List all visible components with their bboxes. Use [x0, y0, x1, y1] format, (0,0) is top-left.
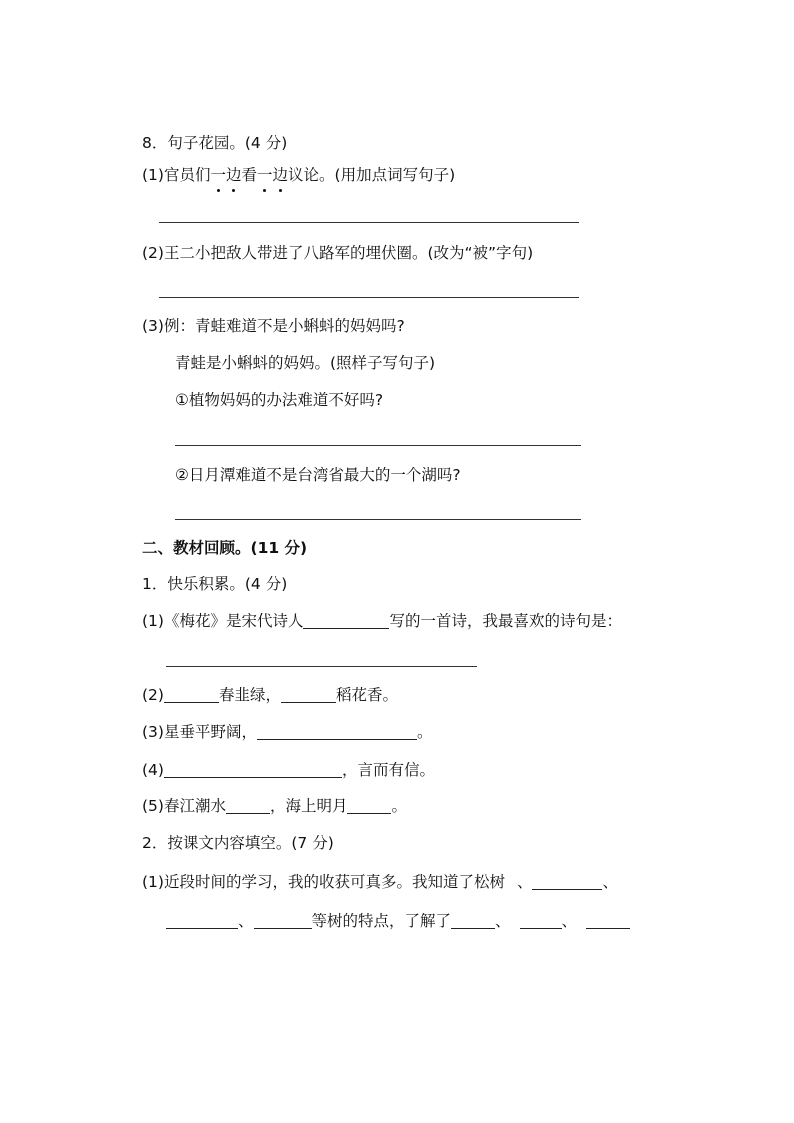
blank[interactable]: [254, 912, 312, 929]
q1-l4: [142, 760, 435, 780]
blank[interactable]: [226, 797, 270, 814]
q8-s1-suffix: 议论。(用加点词写句子): [288, 166, 456, 184]
answer-line[interactable]: [159, 222, 579, 223]
q1-title: 1．快乐积累。(4 分): [142, 575, 288, 593]
answer-line[interactable]: [159, 297, 579, 298]
answer-line[interactable]: [175, 519, 581, 520]
q2-l1-text-a: (1)近段时间的学习，我的收获可真多。我知道了松树: [142, 873, 505, 891]
q2-l1-sep: 、: [602, 873, 618, 891]
q1-l5-text-b: ，海上明月: [269, 797, 348, 815]
q1-l4-text-b: ，言而有信。: [341, 761, 435, 779]
q1-l5-text-c: 。: [391, 797, 407, 815]
blank[interactable]: [347, 797, 391, 814]
blank[interactable]: [166, 912, 238, 929]
q8-s1-mid: 看: [241, 166, 258, 184]
section2-title: 二、教材回顾。(11 分): [142, 539, 308, 557]
q1-l2: [142, 685, 398, 705]
q1-l2-text-a: (2): [142, 686, 164, 704]
q2-l1-sep: 、: [516, 873, 533, 891]
dotted-char: 边: [225, 166, 242, 184]
blank[interactable]: [281, 686, 336, 703]
q8-s2: (2)王二小把敌人带进了八路军的埋伏圈。(改为“被”字句): [142, 244, 534, 262]
q2-l2-text: 等树的特点，了解了: [311, 912, 452, 930]
q2-l2-sep: 、: [238, 912, 254, 930]
blank[interactable]: [586, 912, 630, 929]
q8-s1: [142, 165, 455, 185]
blank[interactable]: [451, 912, 495, 929]
q1-l5: [142, 796, 407, 816]
blank[interactable]: [164, 686, 219, 703]
answer-line[interactable]: [175, 445, 581, 446]
dotted-char: 边: [272, 166, 289, 184]
q2-l2-sep: 、: [495, 912, 511, 930]
q1-l2-text-b: 春韭绿，: [218, 686, 281, 704]
q8-s3-model: 青蛙是小蝌蚪的妈妈。(照样子写句子): [175, 354, 436, 372]
q8-s3-a: ①植物妈妈的办法难道不好吗?: [175, 391, 384, 409]
q2-title: 2．按课文内容填空。(7 分): [142, 834, 334, 852]
answer-line[interactable]: [166, 666, 477, 667]
q1-l3-text-a: (3)星垂平野阔，: [142, 723, 257, 741]
q1-l1-text-b: 写的一首诗，我最喜欢的诗句是：: [389, 612, 622, 630]
q1-l1-text-a: (1)《梅花》是宋代诗人: [142, 612, 304, 630]
q8-s3-example: (3)例：青蛙难道不是小蝌蚪的妈妈吗?: [142, 317, 405, 335]
blank[interactable]: [164, 761, 342, 778]
q1-l5-text-a: (5)春江潮水: [142, 797, 226, 815]
q8-s3-b: ②日月潭难道不是台湾省最大的一个湖吗?: [175, 466, 461, 484]
q2-l2-sep: 、: [561, 912, 578, 930]
blank[interactable]: [303, 612, 389, 629]
q1-l3-text-b: 。: [416, 723, 433, 741]
q8-s1-prefix: (1)官员们: [142, 166, 211, 184]
blank[interactable]: [520, 912, 562, 929]
q1-l4-text-a: (4): [142, 761, 164, 779]
dotted-char: 一: [257, 166, 273, 184]
q2-l1: [142, 872, 618, 892]
blank[interactable]: [257, 723, 417, 740]
q2-l2: [166, 911, 630, 931]
q1-l3: [142, 722, 432, 742]
blank[interactable]: [532, 873, 602, 890]
q1-l2-text-c: 稻花香。: [335, 686, 398, 704]
dotted-char: 一: [210, 166, 226, 184]
q8-title: 8．句子花园。(4 分): [142, 134, 288, 152]
q1-l1: [142, 611, 622, 631]
